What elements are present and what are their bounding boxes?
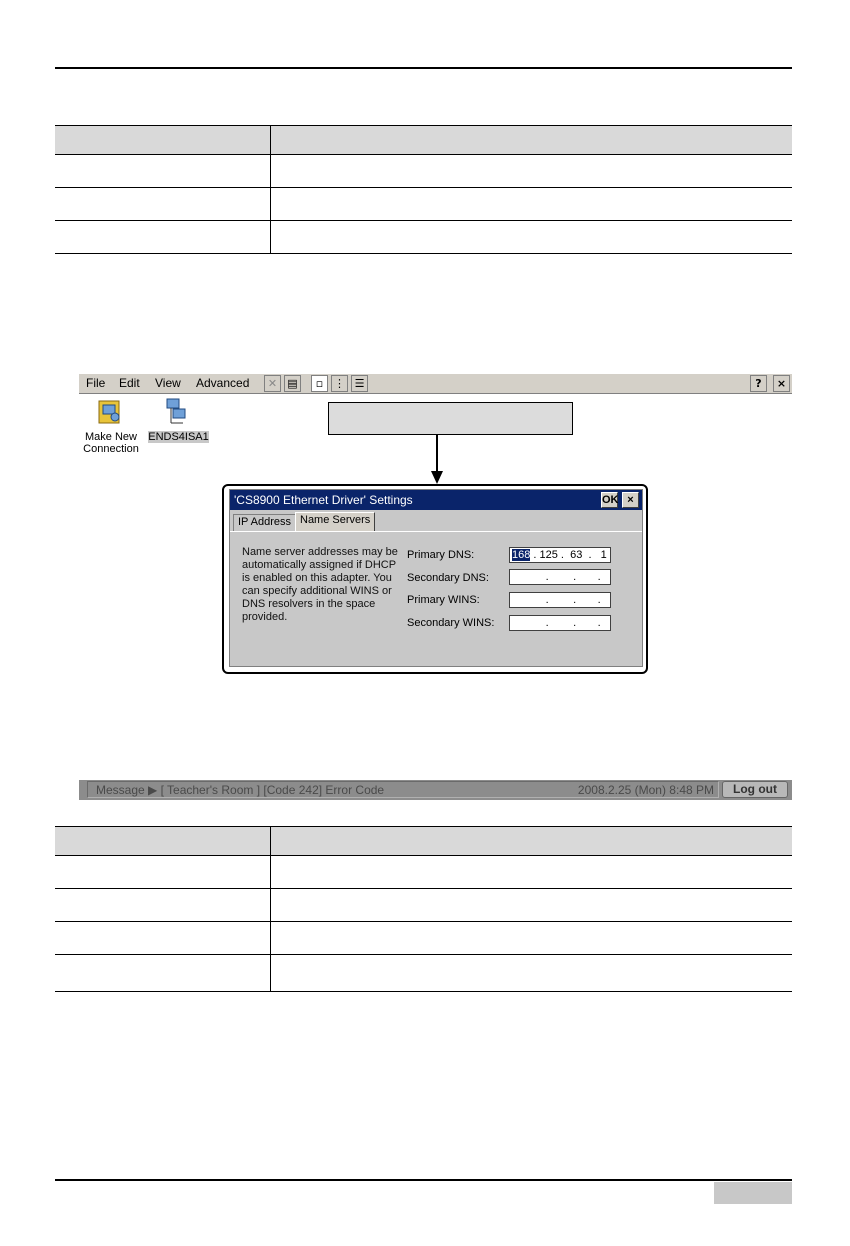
table-row: [55, 955, 792, 992]
menu-edit[interactable]: Edit: [119, 376, 140, 390]
logout-button[interactable]: Log out: [722, 781, 788, 798]
primary-wins-input[interactable]: . . .: [509, 592, 611, 608]
status-message: Message ▶ [ Teacher's Room ] [Code 242] Error Code: [96, 783, 385, 797]
primary-wins-label: Primary WINS:: [407, 594, 480, 606]
secondary-dns-input[interactable]: . . .: [509, 569, 611, 585]
footer-rule: [55, 1179, 792, 1181]
table-row: [55, 856, 792, 889]
tab-ip-address[interactable]: IP Address: [233, 514, 296, 531]
small-icons-view-icon[interactable]: ⋮: [331, 375, 348, 392]
status-bar: [79, 780, 792, 800]
primary-dns-input[interactable]: 168 . 125 . 63 . 1: [509, 547, 611, 563]
table-2: [55, 826, 792, 992]
callout-arrow: [430, 435, 444, 485]
menu-view[interactable]: View: [155, 376, 181, 390]
help-button[interactable]: ?: [750, 375, 767, 392]
properties-icon[interactable]: ▤: [284, 375, 301, 392]
table-1: [55, 125, 792, 254]
panel-description: Name server addresses may be automatically assigned if DHCP is enabled on this adapter. You can specify additional WINS or DNS resolvers in the space provided.: [242, 546, 398, 623]
make-new-connection-icon[interactable]: [97, 397, 123, 425]
menu-file[interactable]: File: [86, 376, 106, 390]
settings-dialog: [229, 489, 643, 667]
make-new-connection-label[interactable]: Make New Connection: [83, 431, 139, 455]
secondary-dns-label: Secondary DNS:: [407, 572, 489, 584]
ok-button[interactable]: OK: [602, 494, 619, 506]
name-servers-panel: [230, 531, 642, 667]
callout-box: [328, 402, 573, 435]
table-row: [55, 889, 792, 922]
delete-icon[interactable]: ✕: [264, 375, 281, 392]
table-header-row: [55, 126, 792, 155]
secondary-wins-input[interactable]: . . .: [509, 615, 611, 631]
status-message-area: [87, 781, 719, 798]
close-button[interactable]: ×: [773, 375, 790, 392]
header-rule: [55, 67, 792, 69]
table-header-row: [55, 827, 792, 856]
menu-advanced[interactable]: Advanced: [196, 376, 250, 390]
dialog-titlebar: [230, 490, 642, 510]
menu-bar: [79, 373, 792, 394]
status-datetime: 2008.2.25 (Mon) 8:48 PM: [577, 783, 714, 797]
table-row: [55, 221, 792, 254]
tab-name-servers[interactable]: Name Servers: [295, 512, 375, 532]
table-row: [55, 922, 792, 955]
table-row: [55, 188, 792, 221]
page-number-box: [714, 1182, 792, 1204]
details-view-icon[interactable]: ☰: [351, 375, 368, 392]
dialog-close-button[interactable]: ×: [622, 492, 639, 508]
large-icons-view-icon[interactable]: ▫: [311, 375, 328, 392]
adapter-label[interactable]: ENDS4ISA1: [148, 431, 209, 443]
dialog-title: 'CS8900 Ethernet Driver' Settings: [234, 493, 413, 507]
primary-dns-label: Primary DNS:: [407, 549, 475, 561]
table-row: [55, 155, 792, 188]
network-adapter-icon[interactable]: [163, 397, 189, 425]
secondary-wins-label: Secondary WINS:: [407, 617, 495, 629]
